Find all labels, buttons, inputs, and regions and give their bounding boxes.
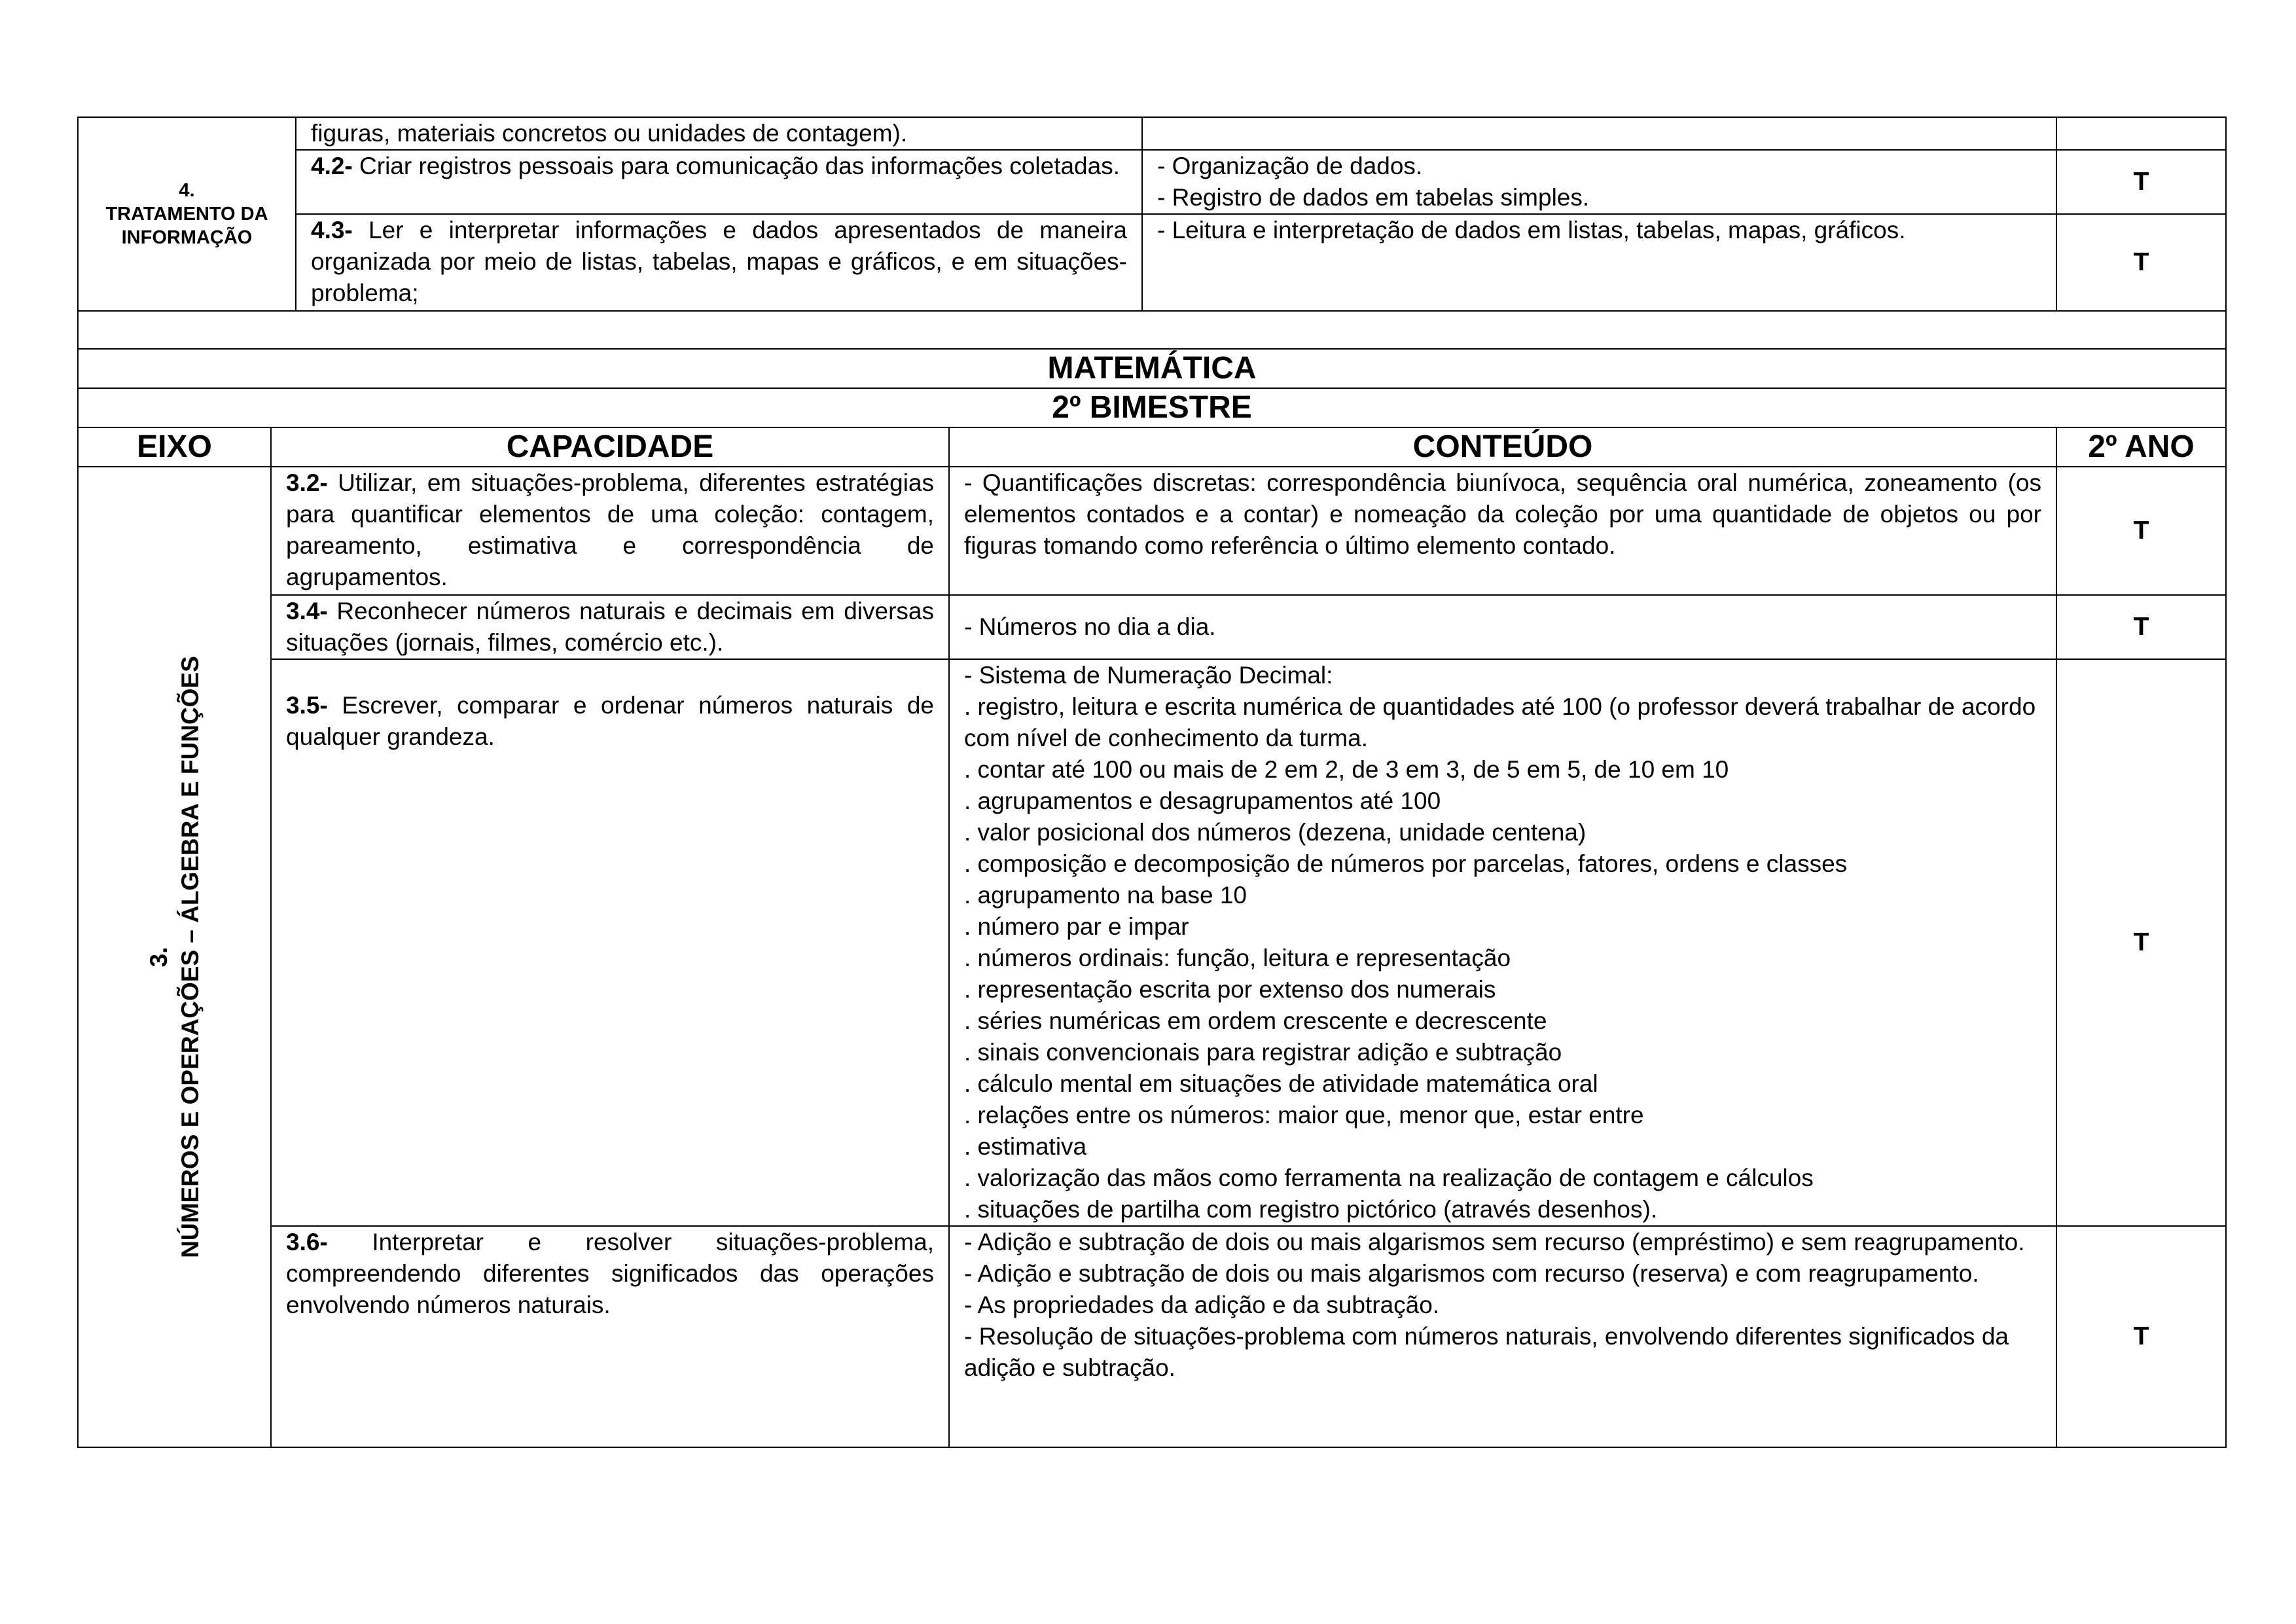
capacity-cell — [271, 467, 949, 595]
header-axis: EIXO — [78, 427, 271, 467]
header-grade: 2º ANO — [2056, 427, 2226, 467]
capacity-code: 3.4- — [286, 598, 328, 624]
content-line: - Organização de dados. — [1157, 153, 1423, 179]
content-line: . números ordinais: função, leitura e representação — [964, 945, 1511, 971]
content-cell — [949, 1226, 2056, 1447]
capacity-cell — [296, 117, 1142, 150]
capacity-cell — [271, 1226, 949, 1447]
content-cell — [949, 467, 2056, 595]
table-row — [78, 467, 2226, 595]
content-line: . registro, leitura e escrita numérica de quantidades até 100 (o professor deverá trabalhar de acordo com nível de conhecimento da turma. — [964, 693, 2036, 751]
matematica-table — [77, 348, 2227, 1448]
capacity-text: Criar registros pessoais para comunicação das informações coletadas. — [352, 153, 1120, 179]
table-row — [78, 150, 2226, 214]
content-line: . séries numéricas em ordem crescente e decrescente — [964, 1007, 1547, 1034]
grade-cell: T — [2056, 1226, 2226, 1447]
axis-cell — [78, 467, 271, 1447]
grade-cell: T — [2056, 150, 2226, 214]
title-row — [78, 349, 2226, 388]
grade-cell: T — [2056, 467, 2226, 595]
content-line: - Adição e subtração de dois ou mais algarismos sem recurso (empréstimo) e sem reagrupamento. — [964, 1229, 2025, 1255]
content-line: . situações de partilha com registro pictórico (através desenhos). — [964, 1196, 1658, 1223]
capacity-cell — [271, 659, 949, 1226]
grade-cell — [2056, 117, 2226, 150]
content-cell — [1142, 214, 2056, 311]
header-row — [78, 427, 2226, 467]
table-row — [78, 214, 2226, 311]
content-cell — [1142, 117, 2056, 150]
axis-label — [143, 466, 206, 1448]
content-line: - As propriedades da adição e da subtração. — [964, 1291, 1440, 1318]
capacity-text: Reconhecer números naturais e decimais em diversas situações (jornais, filmes, comércio etc.). — [286, 598, 934, 656]
capacity-code: 3.6- — [286, 1229, 328, 1255]
header-content: CONTEÚDO — [949, 427, 2056, 467]
grade-cell: T — [2056, 595, 2226, 659]
content-line: - Sistema de Numeração Decimal: — [964, 662, 1333, 689]
capacity-cell — [296, 214, 1142, 311]
capacity-text: Ler e interpretar informações e dados apresentados de maneira organizada por meio de listas, tabelas, mapas e gráficos, e em situações-problema; — [311, 217, 1127, 306]
axis-number: 4. — [179, 180, 195, 201]
grade-cell: T — [2056, 214, 2226, 311]
content-line: . representação escrita por extenso dos numerais — [964, 976, 1496, 1003]
capacity-code: 4.2- — [311, 153, 353, 179]
table-row — [78, 659, 2226, 1226]
axis-cell — [78, 117, 296, 311]
spacer-cell — [78, 311, 2226, 349]
content-line: - Resolução de situações-problema com números naturais, envolvendo diferentes significados da adição e subtração. — [964, 1323, 2009, 1381]
header-capacity: CAPACIDADE — [271, 427, 949, 467]
capacity-text: Utilizar, em situações-problema, diferentes estratégias para quantificar elementos de uma coleção: contagem, pareamento, estimativa e correspondência de agrupamentos. — [286, 469, 934, 590]
content-line: - Números no dia a dia. — [964, 613, 1216, 640]
content-line: . valor posicional dos números (dezena, unidade centena) — [964, 819, 1587, 846]
content-line: . contar até 100 ou mais de 2 em 2, de 3 em 3, de 5 em 5, de 10 em 10 — [964, 756, 1729, 783]
content-line: . relações entre os números: maior que, menor que, estar entre — [964, 1102, 1644, 1128]
content-line: . número par e impar — [964, 913, 1189, 940]
capacity-cell — [271, 595, 949, 659]
content-line: . estimativa — [964, 1133, 1087, 1160]
content-line: - Leitura e interpretação de dados em listas, tabelas, mapas, gráficos. — [1157, 217, 1906, 244]
title-row — [78, 388, 2226, 427]
capacity-code: 3.2- — [286, 469, 328, 496]
capacity-cell — [296, 150, 1142, 214]
capacity-text: Escrever, comparar e ordenar números naturais de qualquer grandeza. — [286, 692, 934, 750]
content-line: . agrupamento na base 10 — [964, 882, 1247, 909]
content-line: - Adição e subtração de dois ou mais algarismos com recurso (reserva) e com reagrupamento. — [964, 1260, 1979, 1287]
axis-name: NÚMEROS E OPERAÇÕES – ÁLGEBRA E FUNÇÕES — [176, 656, 204, 1258]
content-line: - Registro de dados em tabelas simples. — [1157, 184, 1590, 211]
capacity-code: 4.3- — [311, 217, 353, 244]
capacity-code: 3.5- — [286, 692, 328, 719]
period-title: 2º BIMESTRE — [78, 388, 2226, 427]
axis-number: 3. — [145, 947, 172, 967]
content-cell — [1142, 150, 2056, 214]
spacer-row — [78, 311, 2226, 349]
content-line: . composição e decomposição de números por parcelas, fatores, ordens e classes — [964, 850, 1848, 877]
content-cell — [949, 659, 2056, 1226]
axis-name: TRATAMENTO DA INFORMAÇÃO — [105, 204, 268, 248]
table-row — [78, 117, 2226, 150]
content-line: - Quantificações discretas: correspondência biunívoca, sequência oral numérica, zoneamento (os elementos contados e a contar) e nomeação da coleção por uma quantidade de objetos ou por figuras tomando como referência o último elemento contado. — [964, 469, 2041, 559]
table-row — [78, 595, 2226, 659]
subject-title: MATEMÁTICA — [78, 349, 2226, 388]
grade-cell: T — [2056, 659, 2226, 1226]
content-line: . agrupamentos e desagrupamentos até 100 — [964, 787, 1441, 814]
capacity-text: Interpretar e resolver situações-problema, compreendendo diferentes significados das operações envolvendo números naturais. — [286, 1229, 934, 1318]
table-row — [78, 1226, 2226, 1447]
content-cell — [949, 595, 2056, 659]
content-line: . valorização das mãos como ferramenta na realização de contagem e cálculos — [964, 1164, 1814, 1191]
content-line: . sinais convencionais para registrar adição e subtração — [964, 1039, 1562, 1066]
tratamento-informacao-table — [77, 117, 2227, 350]
content-line: . cálculo mental em situações de atividade matemática oral — [964, 1070, 1598, 1097]
capacity-text: figuras, materiais concretos ou unidades de contagem). — [311, 120, 908, 147]
